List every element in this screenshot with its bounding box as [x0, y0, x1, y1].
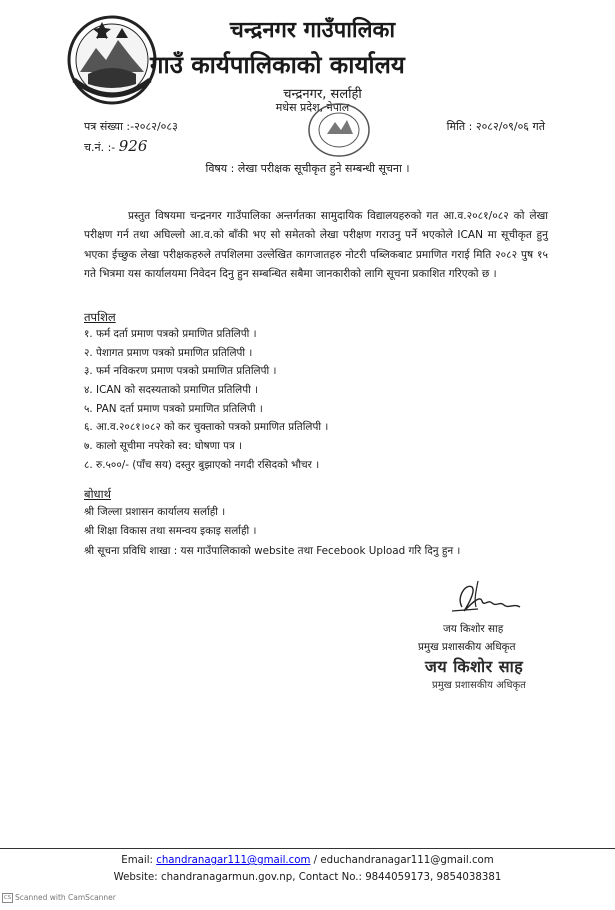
tapshil-heading: तपशिल — [84, 310, 116, 324]
list-item: ३. फर्म नविकरण प्रमाण पत्रको प्रमाणित प्रतिलिपी । — [84, 365, 277, 378]
email-link-primary[interactable]: chandranagar111@gmail.com — [156, 855, 311, 866]
email-secondary: educhandranagar111@gmail.com — [320, 855, 494, 866]
list-item: २. पेशागत प्रमाण पत्रको प्रमाणित प्रतिलिपी । — [84, 346, 253, 359]
signatory-name: जय किशोर साह — [443, 623, 504, 635]
dispatch-number-label: च.नं. :- — [84, 141, 116, 154]
email-label: Email: — [121, 855, 153, 866]
handwritten-signature — [448, 577, 528, 619]
website-value: chandranagarmun.gov.np, — [160, 872, 296, 883]
reference-number: पत्र संख्या :-२०८२/०८३ — [84, 120, 178, 133]
dispatch-number-value: 926 — [118, 137, 148, 155]
list-item: ५. PAN दर्ता प्रमाण पत्रको प्रमाणित प्रतिलिपी । — [84, 402, 263, 415]
letter-body-text: प्रस्तुत विषयमा चन्द्रनगर गाउँपालिका अन्तर्गतका सामुदायिक विद्यालयहरुको गत आ.व.२०८१/०८२ को लेखा परीक्षण गर्न तथा अघिल्लो आ.व.को बाँकी भए सो समेतको लेखा परीक्षण गराउनु पर्ने भएकोले ICAN मा सूचीकृत हुनु भएका ईच्छुक लेखा परीक्षकहरुले तपशिलमा उल्लेखित कागजातहरु नोटरी पब्लिकबाट प्रमाणित गराई मिति २०८२ पुष १५ गते भित्रमा यस कार्यालयमा निवेदन दिनु हुन सम्बन्धित सबैमा जानकारीको लागि सूचना प्रकाशित गरिएको छ । — [84, 210, 548, 280]
bodharth-list — [84, 503, 460, 561]
list-item: ७. कालो सूचीमा नपरेको स्व: घोषणा पत्र । — [84, 440, 242, 453]
list-item: श्री शिक्षा विकास तथा समन्वय इकाइ सर्लाही । — [84, 525, 257, 538]
bodharth-heading: बोधार्थ — [84, 487, 111, 501]
contact-label: Contact No.: — [298, 872, 362, 883]
camscanner-watermark — [2, 893, 116, 903]
list-item: श्री जिल्ला प्रशासन कार्यालय सर्लाही । — [84, 506, 226, 518]
address-line-2: मधेस प्रदेश, नेपाल — [275, 101, 350, 114]
list-item: ४. ICAN को सदस्यताको प्रमाणित प्रतिलिपी । — [84, 384, 259, 397]
municipality-name: चन्द्रनगर गाउँपालिका — [229, 18, 396, 43]
footer-email-line — [0, 855, 615, 866]
email-separator: / — [310, 855, 321, 866]
title-stamp: प्रमुख प्रशासकीय अधिकृत — [432, 680, 526, 691]
contact-value: 9844059173, 9854038381 — [365, 872, 502, 883]
website-label: Website: — [113, 872, 158, 883]
footer-divider — [0, 848, 615, 849]
letter-body — [84, 207, 548, 284]
office-name: गाउँ कार्यपालिकाको कार्यालय — [150, 51, 405, 79]
list-item: ६. आ.व.२०८१।०८२ को कर चुक्ताको पत्रको प्रमाणित प्रतिलिपी । — [84, 421, 329, 434]
footer-website-line — [0, 872, 615, 883]
camscanner-text: Scanned with CamScanner — [15, 893, 116, 902]
list-item: १. फर्म दर्ता प्रमाण पत्रको प्रमाणित प्रतिलिपी । — [84, 328, 257, 340]
tapshil-list — [84, 325, 328, 475]
letter-subject: विषय : लेखा परीक्षक सूचीकृत हुने सम्बन्धी सूचना । — [205, 162, 410, 175]
dispatch-number — [84, 137, 147, 155]
list-item: ८. रु.५००/- (पाँच सय) दस्तुर बुझाएको नगदी रसिदको भौचर । — [84, 458, 320, 471]
name-stamp: जय किशोर साह — [425, 657, 524, 676]
list-item: श्री सूचना प्रविधि शाखा : यस गाउँपालिकाको website तथा Fecebook Upload गरि दिनु हुन । — [84, 544, 461, 557]
letter-date: मिति : २०८२/०९/०६ गते — [446, 120, 545, 133]
office-seal-stamp — [305, 100, 373, 160]
camscanner-icon: CS — [3, 895, 12, 901]
signatory-title: प्रमुख प्रशासकीय अधिकृत — [418, 641, 516, 653]
address-line-1: चन्द्रनगर, सर्लाही — [283, 87, 362, 102]
